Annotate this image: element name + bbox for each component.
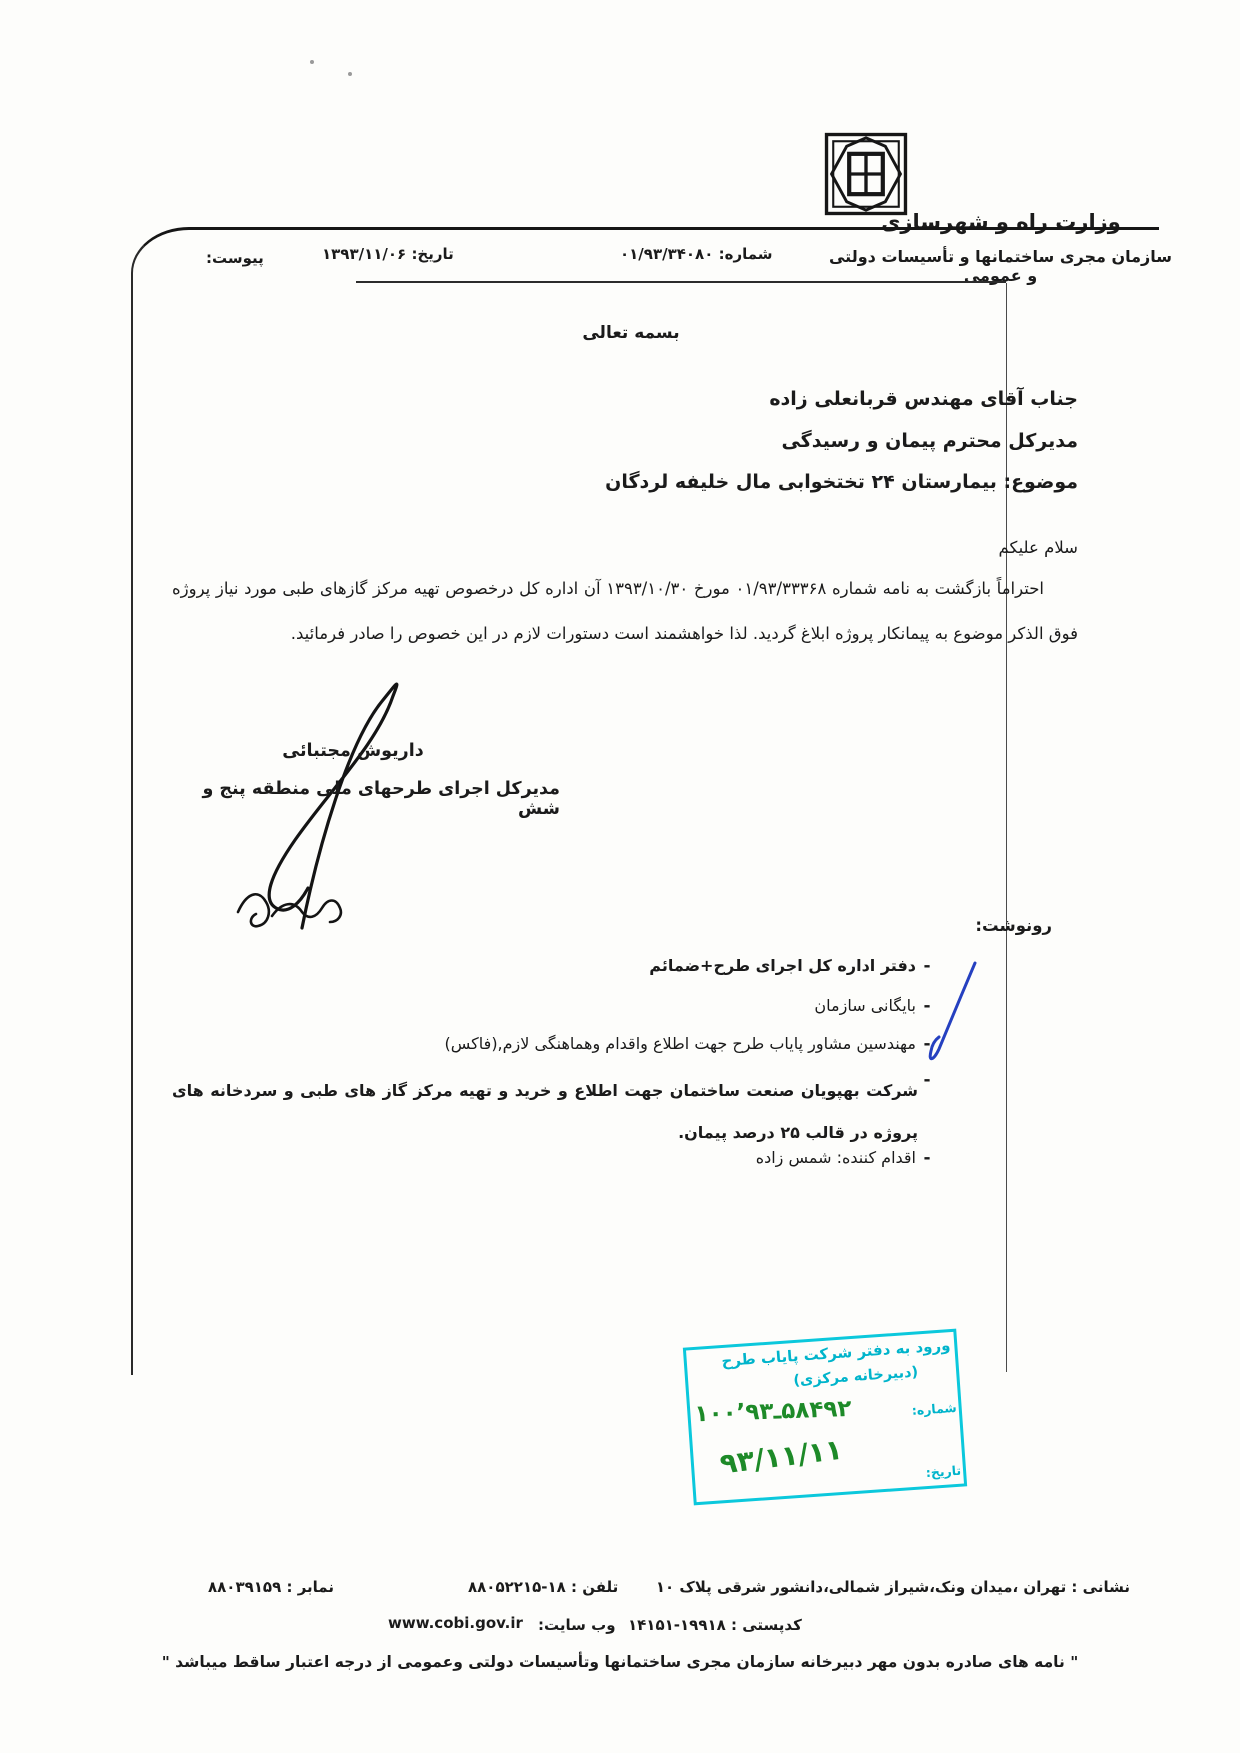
stamp-title: ورود به دفتر شرکت پایاب طرح xyxy=(720,1336,951,1371)
scan-speck xyxy=(348,72,352,76)
salutation: سلام علیکم xyxy=(998,538,1078,557)
cc-item: بایگانی سازمان xyxy=(814,996,916,1015)
header-divider-line xyxy=(356,281,1006,283)
phone-value: ۸۸۰۵۲۲۱۵-۱۸ xyxy=(468,1578,566,1596)
date-label: تاریخ: xyxy=(411,245,454,263)
stamp-date-handwritten: ۹۳/۱۱/۱۱ xyxy=(718,1432,845,1481)
letter-number-field xyxy=(620,245,773,263)
footer-address: نشانی : تهران ،میدان ونک،شیراز شمالی،دانشور شرقی پلاک ۱۰ xyxy=(655,1578,1130,1596)
besmeleh-heading: بسمه تعالی xyxy=(582,323,680,343)
cc-item-dash: - xyxy=(923,996,931,1016)
number-value: ۰۱/۹۳/۳۴۰۸۰ xyxy=(620,245,714,263)
organization-name: سازمان مجری ساختمانها و تأسیسات دولتی و عمومی xyxy=(828,247,1173,285)
footer-website-label: وب سایت: xyxy=(538,1616,616,1634)
postal-value: ۱۴۱۵۱-۱۹۹۱۸ xyxy=(628,1616,726,1634)
signer-title: مدیرکل اجرای طرحهای ملی منطقه پنج و شش xyxy=(202,779,560,819)
letter-date-field xyxy=(322,245,454,263)
stamp-date-label: تاریخ: xyxy=(925,1462,962,1481)
recipient-title: مدیرکل محترم پیمان و رسیدگی xyxy=(781,430,1078,452)
recipient-name: جناب آقای مهندس قربانعلی زاده xyxy=(769,388,1078,410)
cc-item: شرکت بهپویان صنعت ساختمان جهت اطلاع و خرید و تهیه مرکز گاز های طبی و سردخانه های پروژه در قالب ۲۵ درصد پیمان. xyxy=(172,1081,918,1142)
stamp-number-handwritten: ۱۰۰٬۹۳ـ۵۸۴۹۲ xyxy=(694,1395,852,1428)
date-value: ۱۳۹۳/۱۱/۰۶ xyxy=(322,245,407,263)
cc-item-dash: - xyxy=(923,1070,931,1090)
stamp-number-label: شماره: xyxy=(911,1399,958,1418)
cc-item-dash: - xyxy=(923,1148,931,1168)
footer-phone xyxy=(468,1578,618,1596)
cc-item: دفتر اداره کل اجرای طرح+ضمائم xyxy=(649,956,916,975)
fax-label: نمابر : xyxy=(286,1578,334,1596)
letter-body-paragraph: احتراماً بازگشت به نامه شماره ۰۱/۹۳/۳۳۳۶۸ مورخ ۱۳۹۳/۱۰/۳۰ آن اداره کل درخصوص تهیه مرکز گازهای طبی مورد نیاز پروژه فوق الذکر موضوع به پیمانکار پروژه ابلاغ گردید. لذا خواهشمند است دستورات لازم در این خصوص را صادر فرمائید. xyxy=(172,579,1078,643)
footer-postal-code xyxy=(628,1616,802,1634)
stamp-subtitle: (دبیرخانه مرکزی) xyxy=(792,1364,919,1390)
footer-fax xyxy=(208,1578,334,1596)
footer-disclaimer: " نامه های صادره بدون مهر دبیرخانه سازمان مجری ساختمانها وتأسیسات دولتی وعمومی از درجه اعتبار ساقط میباشد " xyxy=(161,1653,1079,1671)
fax-value: ۸۸۰۳۹۱۵۹ xyxy=(208,1578,282,1596)
number-label: شماره: xyxy=(718,245,773,263)
signer-name: داریوش مجتبائی xyxy=(282,741,424,761)
postal-label: کدپستی : xyxy=(731,1616,802,1634)
footer-website-url: www.cobi.gov.ir xyxy=(388,1614,523,1632)
pen-checkmark-icon xyxy=(905,955,995,1080)
cc-label: رونوشت: xyxy=(975,916,1052,935)
scan-speck xyxy=(310,60,314,64)
ministry-logo-icon xyxy=(824,132,908,216)
attachment-field: پیوست: xyxy=(206,249,264,267)
ministry-name: وزارت راه و شهرسازی xyxy=(881,210,1121,234)
registry-stamp xyxy=(683,1329,967,1506)
phone-label: تلفن : xyxy=(571,1578,619,1596)
cc-item-dash: - xyxy=(923,1034,931,1054)
cc-item: اقدام کننده: شمس زاده xyxy=(755,1148,916,1167)
subject-line: موضوع: بیمارستان ۲۴ تختخوابی مال خلیفه لردگان xyxy=(605,471,1078,493)
cc-item: مهندسین مشاور پایاب طرح جهت اطلاع واقدام وهماهنگی لازم,(فاکس) xyxy=(444,1034,916,1053)
cc-item-dash: - xyxy=(923,956,931,976)
